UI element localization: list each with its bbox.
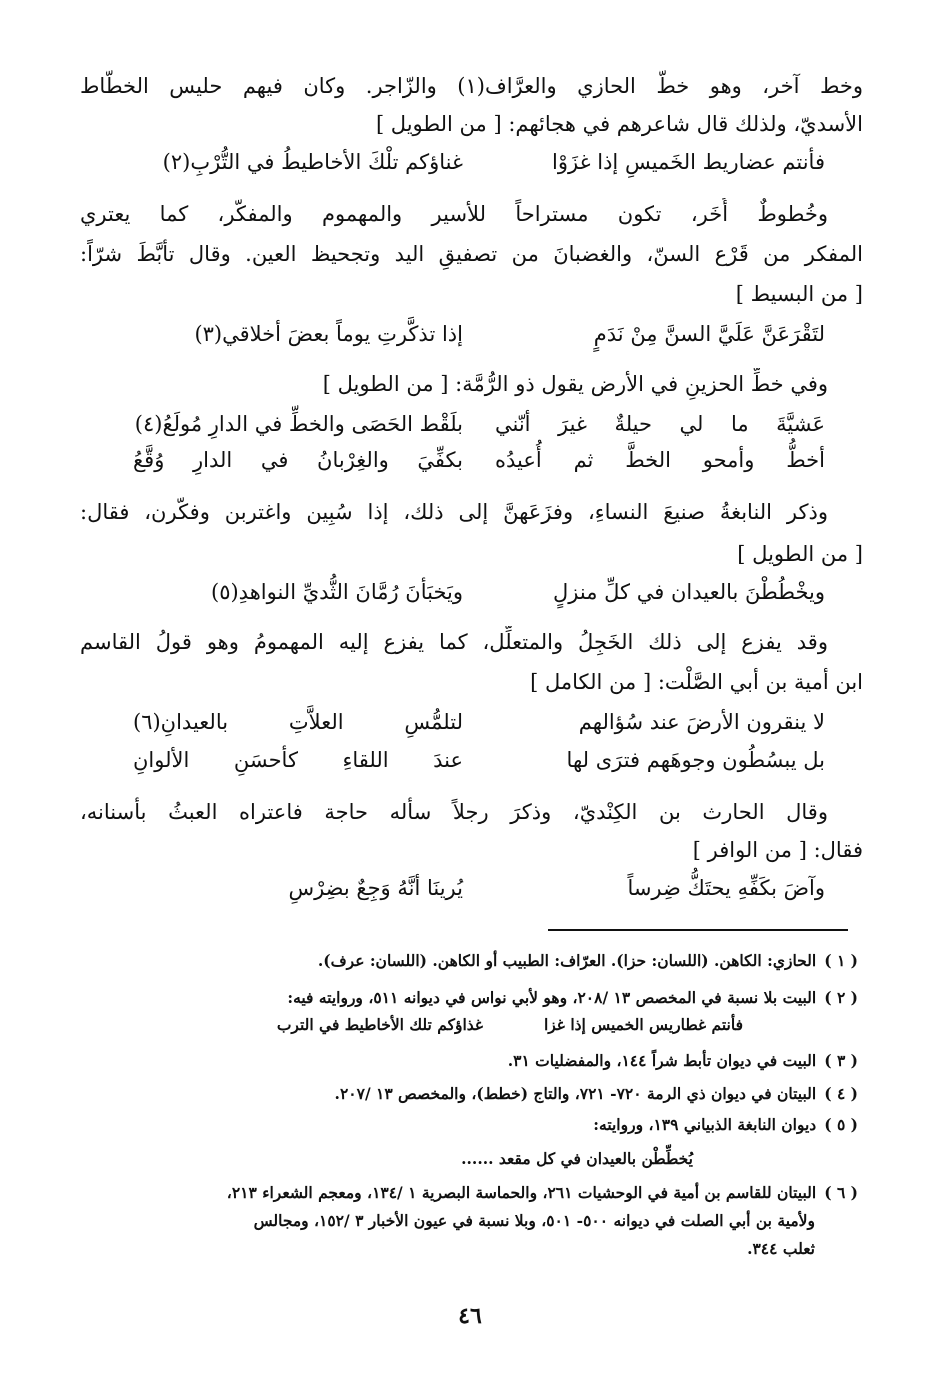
footnote (83, 948, 858, 974)
verse-second-hemistich: بكفِّيَ والغِرْبانُ في الدارِ وُقَّعُ (133, 448, 463, 472)
verse-first-hemistich: بل يبسُطُون وجوهَهم فترَى لها (566, 748, 825, 772)
paragraph-line: وقد يفزع إلى ذلك الخَجِلُ والمتعلِّل، كما يفزع إليه المهمومُ وهو قولُ القاسم (80, 630, 828, 654)
verse-first-hemistich: لا ينقرون الأرضَ عند سُؤالهم (578, 710, 825, 734)
page-number: ٤٦ (458, 1303, 482, 1329)
verse-second-hemistich: لتلمُّسِ العلاَّتِ بالعيدانِ(٦) (133, 710, 463, 734)
paragraph-line: وفي خطِّ الحزينِ في الأرض يقول ذو الرُّمَّة: [ من الطويل ] (322, 372, 828, 396)
footnote-continuation: ثعلب ٣٤٤. (747, 1239, 815, 1258)
footnote-number: ( ١ ) (824, 951, 858, 970)
paragraph-line: وذكر النابغةُ صنيعَ النساءِ، وفزَعَهنَّ إلى ذلك، إذا سُبِين واغتربن وفكّرن، فقال: (80, 500, 828, 524)
footnote-text: ديوان النابغة الذبياني ١٣٩، وروايته: (593, 1115, 817, 1134)
verse-first-hemistich: لتَقْرَعَنَّ عَلَيَّ السنَّ مِنْ نَدَمٍ (593, 322, 825, 346)
footnote-text: البيتان للقاسم بن أمية في الوحشيات ٢٦١، والحماسة البصرية ١ /١٣٤، ومعجم الشعراء ٢١٣، (226, 1183, 817, 1202)
verse-first-hemistich: فأنتم عضاريط الخَميسِ إذا غزَوْا (552, 150, 825, 174)
verse-second-hemistich: إذا تذكَّرتِ يوماً بعضَ أخلاقي(٣) (194, 322, 463, 346)
footnote (83, 985, 858, 1011)
paragraph-line: المفكر من قَرْع السنّ، والغضبانَ من تصفيقِ اليد وتجحيظ العين. وقال تأبَّطَ شرّاً: (80, 242, 863, 266)
footnote-verse: يُخطِّطْن بالعيدان في كل مقعد ...... (461, 1149, 693, 1168)
footnote (83, 1180, 858, 1206)
verse-second-hemistich: غناؤكم تلْكَ الأخاطيطُ في التُّرْبِ(٢) (162, 150, 463, 174)
footnote-number: ( ٤ ) (824, 1084, 858, 1103)
verse-second-hemistich: بلَقْط الحَصَى والخطِّ في الدارِ مُولَعُ(٤) (134, 412, 463, 436)
footnote-separator (548, 929, 848, 931)
paragraph-line: الأسديّ، ولذلك قال شاعرهم في هجائهم: [ من الطويل ] (375, 112, 863, 136)
paragraph-line: وخط آخر، وهو خطُّ الحازي والعرَّاف(١) والزّاجر. وكان فيهم حليس الخطَّاط (80, 74, 863, 98)
paragraph-line: وقال الحارث بن الكِنْديّ، وذكرَ رجلاً سأله حاجة فاعتراه العبثُ بأسنانه، (80, 800, 828, 824)
verse-second-hemistich: ويَخبَأنَ رُمَّانَ الثُّديِّ النواهدِ(٥) (211, 580, 463, 604)
footnote-verse-hemistich: غذاؤكم تلك الأخاطيط في الترب (276, 1015, 483, 1034)
footnote-text: البيت في ديوان تأبط شراً ١٤٤، والمفضليات ٣١. (507, 1051, 817, 1070)
paragraph-line: ابن أمية بن أبي الصَّلْت: [ من الكامل ] (530, 670, 863, 694)
meter-label: [ من الطويل ] (737, 542, 863, 566)
footnote-text: الحازي: الكاهن. (اللسان: حزا). العرّاف: الطبيب أو الكاهن. (اللسان: عرف). (317, 951, 817, 970)
footnote (83, 1048, 858, 1074)
verse-first-hemistich: وآضَ بكَفِّهِ يحتَكُّ ضِرساً (627, 876, 825, 900)
verse-first-hemistich: أخطُّ وأمحو الخطَّ ثم أُعيدُه (495, 448, 825, 472)
footnote-text: البيتان في ديوان ذي الرمة ٧٢٠- ٧٢١، والتاج (خطط)، والمخصص ١٣ /٢٠٧. (334, 1084, 817, 1103)
footnote-number: ( ٦ ) (824, 1183, 858, 1202)
footnote (83, 1112, 858, 1138)
footnote-number: ( ٥ ) (824, 1115, 858, 1134)
verse-second-hemistich: عندَ اللقاءِ كأحسَنِ الألوانِ (133, 748, 463, 772)
footnote-text: البيت بلا نسبة في المخصص ١٣ /٢٠٨، وهو لأبي نواس في ديوانه ٥١١، وروايته فيه: (287, 988, 817, 1007)
verse-first-hemistich: عَشيَّةَ ما لي حيلةٌ غيرَ أنّني (495, 412, 825, 436)
footnote-number: ( ٣ ) (824, 1051, 858, 1070)
verse-first-hemistich: ويخْطُطْنَ بالعيدان في كلِّ منزلٍ (553, 580, 825, 604)
meter-label: فقال: [ من الوافر ] (692, 838, 863, 862)
verse-second-hemistich: يُرينَا أنَّهُ وَجِعٌ بضِرْسِ (288, 876, 463, 900)
footnote-verse-hemistich: فأنتم غطاريس الخميس إذا غزا (543, 1015, 743, 1034)
footnote-continuation: ولأمية بن أبي الصلت في ديوانه ٥٠٠- ٥٠١، وبلا نسبة في عيون الأخبار ٣ /١٥٢، ومجالس (253, 1211, 815, 1230)
paragraph-line: وخُطوطٌ أُخَر، تكون مستراحاً للأسير والمهموم والمفكّر، كما يعتري (80, 202, 828, 226)
footnote-number: ( ٢ ) (824, 988, 858, 1007)
meter-label: [ من البسيط ] (735, 282, 863, 306)
footnote (83, 1081, 858, 1107)
